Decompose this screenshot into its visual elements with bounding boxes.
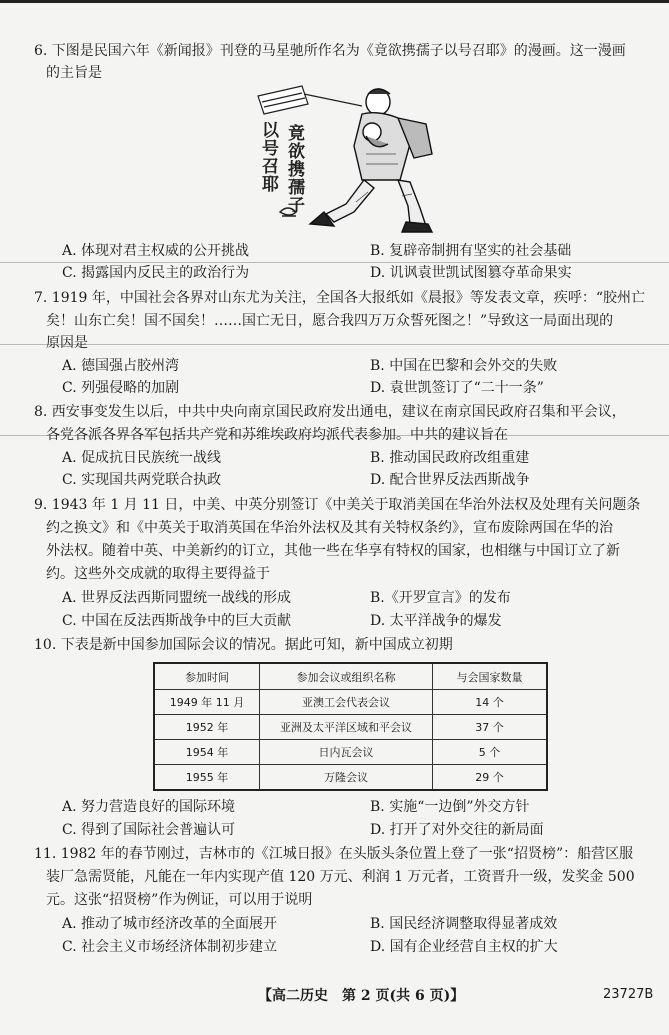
question-10-option-d: D. 打开了对外交往的新局面: [370, 822, 544, 838]
question-8-option-b: B. 推动国民政府改组重建: [370, 450, 530, 466]
question-11-option-c: C. 社会主义市场经济体制初步建立: [62, 939, 278, 955]
question-7-line-2: 矣！山东亡矣！国不国矣！……国亡无日，愿合我四万万众誓死图之！”导致这一局面出现的: [46, 313, 614, 329]
table-row: [154, 765, 547, 791]
table-cell: 亚洲及太平洋区域和平会议: [260, 715, 433, 740]
table-cell: 37 个: [433, 715, 548, 740]
table-cell: 1952 年: [154, 715, 260, 740]
question-11-option-d: D. 国有企业经营自主权的扩大: [370, 939, 558, 955]
table-header-cell: 参加会议或组织名称: [260, 663, 433, 690]
question-6-option-d: D. 讥讽袁世凯试图篡夺革命果实: [370, 265, 572, 281]
cartoon-image: [250, 84, 450, 236]
question-6-option-c: C. 揭露国内反民主的政治行为: [62, 265, 250, 281]
question-7-option-d: D. 袁世凯签订了“二十一条”: [370, 380, 544, 396]
cartoon-caption-right: 竟欲携孺子: [288, 124, 305, 216]
question-11-option-a: A. 推动了城市经济改革的全面展开: [62, 916, 278, 932]
question-7-line-1: 7. 1919 年，中国社会各界对山东尤为关注，全国各大报纸如《晨报》等发表文章，疾呼：“胶州亡: [34, 290, 646, 306]
top-border: [0, 0, 669, 3]
table-header-row: [154, 663, 547, 690]
table-header-cell: 与会国家数量: [433, 663, 548, 690]
question-10-option-b: B. 实施“一边倒”外交方针: [370, 799, 530, 815]
question-8-option-c: C. 实现国共两党联合执政: [62, 472, 222, 488]
question-9-line-1: 9. 1943 年 1 月 11 日，中美、中英分别签订《中美关于取消美国在华治外法权及处理有关问题条: [34, 497, 641, 513]
question-6-option-b: B. 复辟帝制拥有坚实的社会基础: [370, 243, 572, 259]
question-11-line-3: 元。这张“招贤榜”作为例证，可以用于说明: [46, 892, 313, 908]
exam-code: 23727B: [603, 987, 654, 1002]
question-9-line-3: 外法权。随着中英、中美新约的订立，其他一些在华享有特权的国家，也相继与中国订立了新: [46, 543, 620, 559]
table-cell: 日内瓦会议: [260, 740, 433, 765]
question-10-option-a: A. 努力营造良好的国际环境: [62, 799, 236, 815]
cartoon-caption-left: 以号召耶: [262, 121, 279, 195]
question-9-option-b: B.《开罗宣言》的发布: [370, 590, 511, 606]
question-9-option-d: D. 太平洋战争的爆发: [370, 613, 502, 629]
table-row: [154, 690, 547, 715]
table-header-cell: 参加时间: [154, 663, 260, 690]
table-cell: 14 个: [433, 690, 548, 715]
question-11-line-2: 装厂急需贤能，凡能在一年内实现产值 120 万元、利润 1 万元者，工资晋升一级，发奖金 500: [46, 869, 635, 885]
question-7-option-b: B. 中国在巴黎和会外交的失败: [370, 358, 558, 374]
question-10-line-1: 10. 下表是新中国参加国际会议的情况。据此可知，新中国成立初期: [34, 637, 453, 653]
question-8-option-a: A. 促成抗日民族统一战线: [62, 450, 222, 466]
table-row: [154, 715, 547, 740]
question-11-line-1: 11. 1982 年的春节刚过，吉林市的《江城日报》在头版头条位置上登了一张“招贤榜”：船营区服: [34, 846, 634, 862]
question-6-option-a: A. 体现对君主权威的公开挑战: [62, 243, 250, 259]
table-cell: 29 个: [433, 765, 548, 791]
question-6-line-2: 的主旨是: [46, 65, 102, 81]
question-8-line-1: 8. 西安事变发生以后，中共中央向南京国民政府发出通电，建议在南京国民政府召集和平会议，: [34, 404, 626, 420]
question-9-option-c: C. 中国在反法西斯战争中的巨大贡献: [62, 613, 292, 629]
question-7-option-c: C. 列强侵略的加剧: [62, 380, 180, 396]
question-9-line-4: 约。这些外交成就的取得主要得益于: [46, 566, 270, 582]
question-10-option-c: C. 得到了国际社会普遍认可: [62, 822, 236, 838]
table-cell: 亚澳工会代表会议: [260, 690, 433, 715]
page-footer: 【高二历史 第 2 页(共 6 页)】: [258, 988, 465, 1004]
question-6-line-1: 6. 下图是民国六年《新闻报》刊登的马星驰所作名为《竟欲携孺子以号召耶》的漫画。这一漫画: [34, 43, 626, 59]
question-9-option-a: A. 世界反法西斯同盟统一战线的形成: [62, 590, 292, 606]
scan-artifact-line: [0, 344, 669, 345]
question-9-line-2: 约之换文》和《中英关于取消英国在华治外法权及其有关特权条约》，宣布废除两国在华的治: [46, 520, 613, 536]
table-cell: 1949 年 11 月: [154, 690, 260, 715]
table-cell: 1954 年: [154, 740, 260, 765]
conference-table: [153, 662, 548, 791]
table-cell: 万隆会议: [260, 765, 433, 791]
table-row: [154, 740, 547, 765]
table-cell: 1955 年: [154, 765, 260, 791]
question-11-option-b: B. 国民经济调整取得显著成效: [370, 916, 558, 932]
question-7-line-3: 原因是: [46, 335, 88, 351]
question-8-line-2: 各党各派各界各军包括共产党和苏维埃政府均派代表参加。中共的建议旨在: [46, 427, 508, 443]
question-7-option-a: A. 德国强占胶州湾: [62, 358, 180, 374]
table-cell: 5 个: [433, 740, 548, 765]
question-8-option-d: D. 配合世界反法西斯战争: [370, 472, 530, 488]
